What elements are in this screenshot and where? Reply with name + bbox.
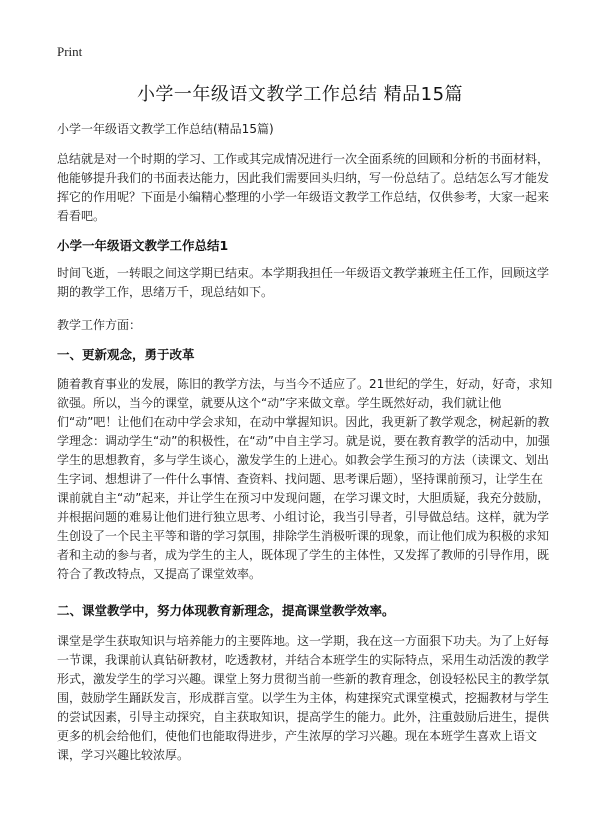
section1-heading: 一、更新观念，勇于改革 <box>57 347 195 362</box>
section2-heading: 二、课堂教学中，努力体现教育新理念，提高课堂教学效率。 <box>57 603 395 618</box>
print-link[interactable]: Print <box>57 44 83 59</box>
document-subtitle: 小学一年级语文教学工作总结(精品15篇) <box>57 122 274 136</box>
summary1-heading: 小学一年级语文教学工作总结1 <box>57 238 229 253</box>
summary1-paragraph: 时间飞逝，一转眼之间这学期已结束。本学期我担任一年级语文教学兼班主任工作，回顾这学期的教学工作，思绪万千，现总结如下。 <box>57 266 550 299</box>
teaching-aspects-label: 教学工作方面： <box>57 318 142 332</box>
section1-paragraph: 随着教育事业的发展，陈旧的教学方法，与当今不适应了。21世纪的学生，好动，好奇，求知欲强。所以，当今的课堂，就要从这个“动”字来做文章。学生既然好动，我们就让他们“动”吧！让他们在动中学会求知，在动中掌握知识。因此，我更新了教学观念，树起新的教学理念：调动学生“动”的积极性，在“动”中自主学习。就是说，要在教育教学的活动中，加强学生的思想教育，多与学生谈心，激发学生的上进心。如教会学生预习的方法（读课文、划出生字词、想想讲了一件什么事情、查资料、找问题、思考课后题），坚持课前预习，让学生在课前就自主“动”起来，并让学生在预习中发现问题，在学习课文时，大胆质疑，我充分鼓励，并根据问题的难易让他们进行独立思考、小组讨论，我当引导者，引导做总结。这样，就为学生创设了一个民主平等和谐的学习氛围，排除学生消极听课的现象，而让他们成为积极的求知者和主动的参与者，成为学生的主人，既体现了学生的主体性，又发挥了教师的引导作用，既符合了教改特点，又提高了课堂效率。 <box>57 377 553 581</box>
section2-paragraph: 课堂是学生获取知识与培养能力的主要阵地。这一学期，我在这一方面狠下功夫。为了上好每一节课，我课前认真钻研教材，吃透教材，并结合本班学生的实际特点，采用生动活泼的教学形式，激发学生的学习兴趣。课堂上努力贯彻当前一些新的教育理念，创设轻松民主的教学氛围，鼓励学生踊跃发言，形成群言堂。以学生为主体，构建探究式课堂模式，挖掘教材与学生的尝试因素，引导主动探究，自主获取知识，提高学生的能力。此外，注重鼓励后进生，提供更多的机会给他们，使他们也能取得进步，产生浓厚的学习兴趣。现在本班学生喜欢上语文课，学习兴趣比较浓厚。 <box>57 634 550 762</box>
document-title: 小学一年级语文教学工作总结 精品15篇 <box>136 84 464 105</box>
intro-paragraph: 总结就是对一个时期的学习、工作或其完成情况进行一次全面系统的回顾和分析的书面材料，他能够提升我们的书面表达能力，因此我们需要回头归纳，写一份总结了。总结怎么写才能发挥它的作用呢？下面是小编精心整理的小学一年级语文教学工作总结，仅供参考，大家一起来看看吧。 <box>57 152 550 223</box>
